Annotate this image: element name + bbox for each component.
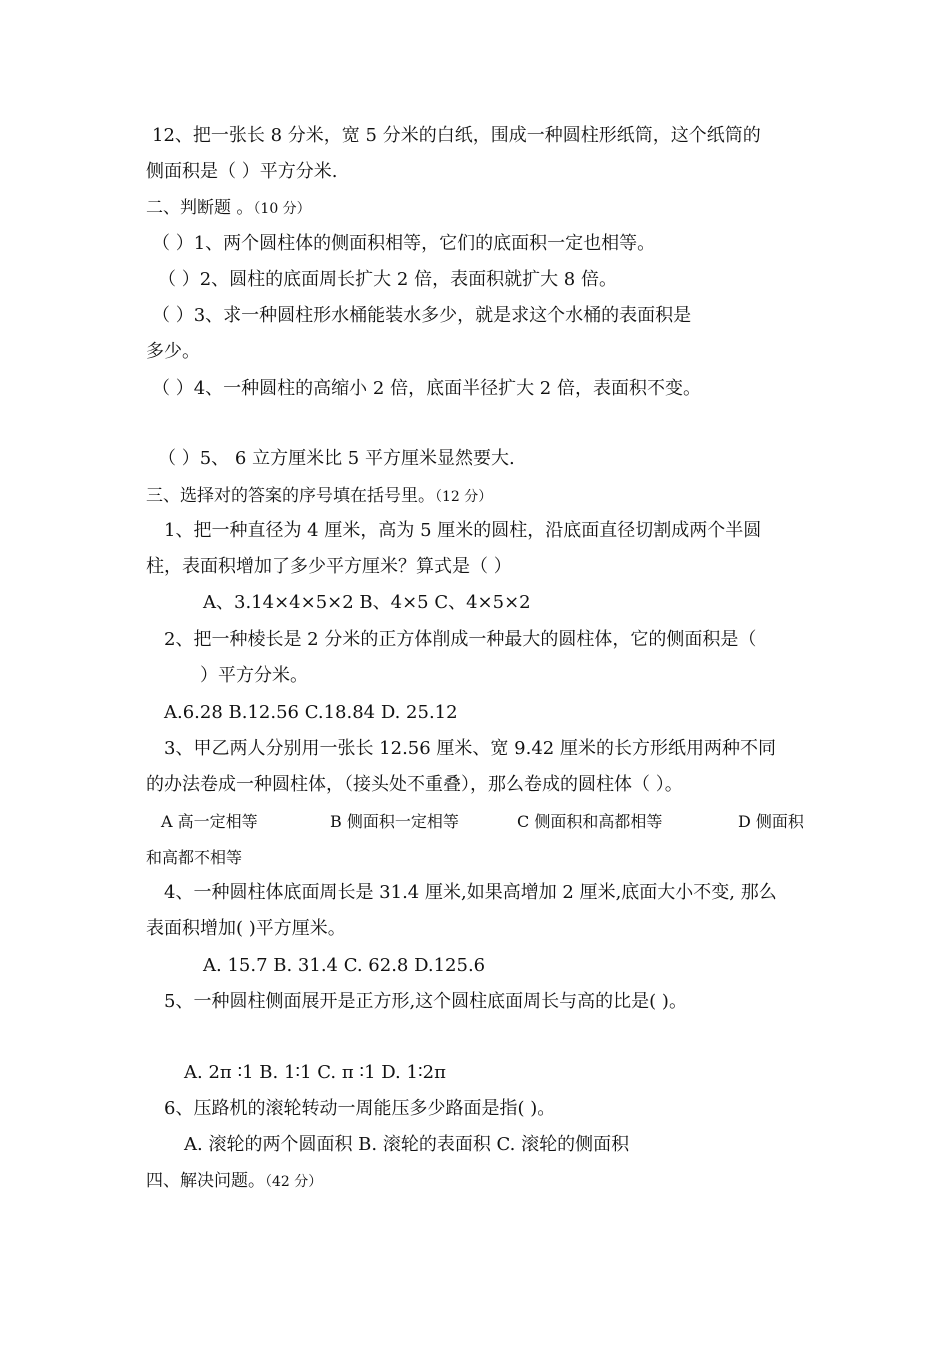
mc-q3-option-b: B 侧面积一定相等 bbox=[330, 812, 459, 831]
section2-score: （10 分） bbox=[253, 201, 311, 217]
mc-q4-line1: 4、一种圆柱体底面周长是 31.4 厘米,如果高增加 2 厘米,底面大小不变, 那么 bbox=[164, 882, 777, 903]
q12-line1: 12、把一张长 8 分米，宽 5 分米的白纸，围成一种圆柱形纸筒，这个纸筒的 bbox=[152, 125, 761, 146]
mc-q4-line2: 表面积增加( )平方厘米。 bbox=[146, 918, 346, 939]
mc-q3-line1: 3、甲乙两人分别用一张长 12.56 厘米、宽 9.42 厘米的长方形纸用两种不同 bbox=[164, 738, 776, 759]
judge-item-5 bbox=[158, 447, 515, 471]
section3-title: 三、选择对的答案的序号填在括号里。 bbox=[146, 486, 435, 506]
judge-text: 3、求一种圆柱形水桶能装水多少，就是求这个水桶的表面积是 bbox=[193, 305, 692, 326]
mc-q4-options: A. 15.7 B. 31.4 C. 62.8 D.125.6 bbox=[203, 955, 486, 976]
section4-heading bbox=[146, 1169, 322, 1194]
section3-score: （12 分） bbox=[435, 489, 493, 505]
judge-item-4 bbox=[152, 377, 701, 401]
section2-heading bbox=[146, 196, 311, 221]
judge-item-3 bbox=[152, 304, 691, 328]
mc-q3-option-c: C 侧面积和高都相等 bbox=[517, 812, 663, 831]
answer-paren: （ ） bbox=[158, 448, 200, 469]
answer-paren: （ ） bbox=[152, 378, 194, 399]
mc-q5-line1: 5、一种圆柱侧面展开是正方形,这个圆柱底面周长与高的比是( )。 bbox=[164, 991, 687, 1012]
mc-q5-options: A. 2π ∶1 B. 1∶1 C. π ∶1 D. 1∶2π bbox=[184, 1062, 446, 1083]
answer-paren: （ ） bbox=[152, 233, 194, 254]
section4-title: 四、解决问题。 bbox=[146, 1171, 265, 1191]
mc-q3-option-a: A 高一定相等 bbox=[161, 812, 258, 831]
judge-text: 1、两个圆柱体的侧面积相等，它们的底面积一定也相等。 bbox=[193, 233, 656, 254]
judge-text: 2、圆柱的底面周长扩大 2 倍，表面积就扩大 8 倍。 bbox=[199, 269, 617, 290]
judge-item-2 bbox=[158, 268, 617, 292]
section2-title: 二、判断题 。 bbox=[146, 198, 254, 218]
mc-q6-options: A. 滚轮的两个圆面积 B. 滚轮的表面积 C. 滚轮的侧面积 bbox=[184, 1134, 630, 1155]
judge-item-1 bbox=[152, 232, 655, 256]
mc-q1-line1: 1、把一种直径为 4 厘米，高为 5 厘米的圆柱，沿底面直径切割成两个半圆 bbox=[164, 520, 762, 541]
mc-q1-options: A、3.14×4×5×2 B、4×5 C、4×5×2 bbox=[203, 592, 531, 613]
mc-q3-option-d: D 侧面积 bbox=[738, 812, 804, 831]
judge-text: 4、一种圆柱的高缩小 2 倍，底面半径扩大 2 倍，表面积不变。 bbox=[193, 378, 701, 399]
judge-item-3-continued: 多少。 bbox=[146, 341, 200, 362]
mc-q2-line2: ）平方分米。 bbox=[200, 665, 308, 686]
mc-q6-line1: 6、压路机的滚轮转动一周能压多少路面是指( )。 bbox=[164, 1098, 556, 1119]
answer-paren: （ ） bbox=[152, 305, 194, 326]
judge-text: 5、 6 立方厘米比 5 平方厘米显然要大. bbox=[199, 448, 515, 469]
mc-q1-line2: 柱，表面积增加了多少平方厘米？算式是（ ） bbox=[146, 556, 512, 577]
mc-q3-option-d-continued: 和高都不相等 bbox=[146, 848, 243, 867]
section4-score: （42 分） bbox=[265, 1174, 323, 1190]
mc-q2-options: A.6.28 B.12.56 C.18.84 D. 25.12 bbox=[164, 702, 458, 723]
answer-paren: （ ） bbox=[158, 269, 200, 290]
q12-line2: 侧面积是（ ）平方分米. bbox=[146, 161, 338, 182]
section3-heading bbox=[146, 484, 492, 509]
mc-q2-line1: 2、把一种棱长是 2 分米的正方体削成一种最大的圆柱体，它的侧面积是（ bbox=[164, 629, 757, 650]
mc-q3-line2: 的办法卷成一种圆柱体，（接头处不重叠），那么卷成的圆柱体（ ）。 bbox=[146, 774, 683, 795]
